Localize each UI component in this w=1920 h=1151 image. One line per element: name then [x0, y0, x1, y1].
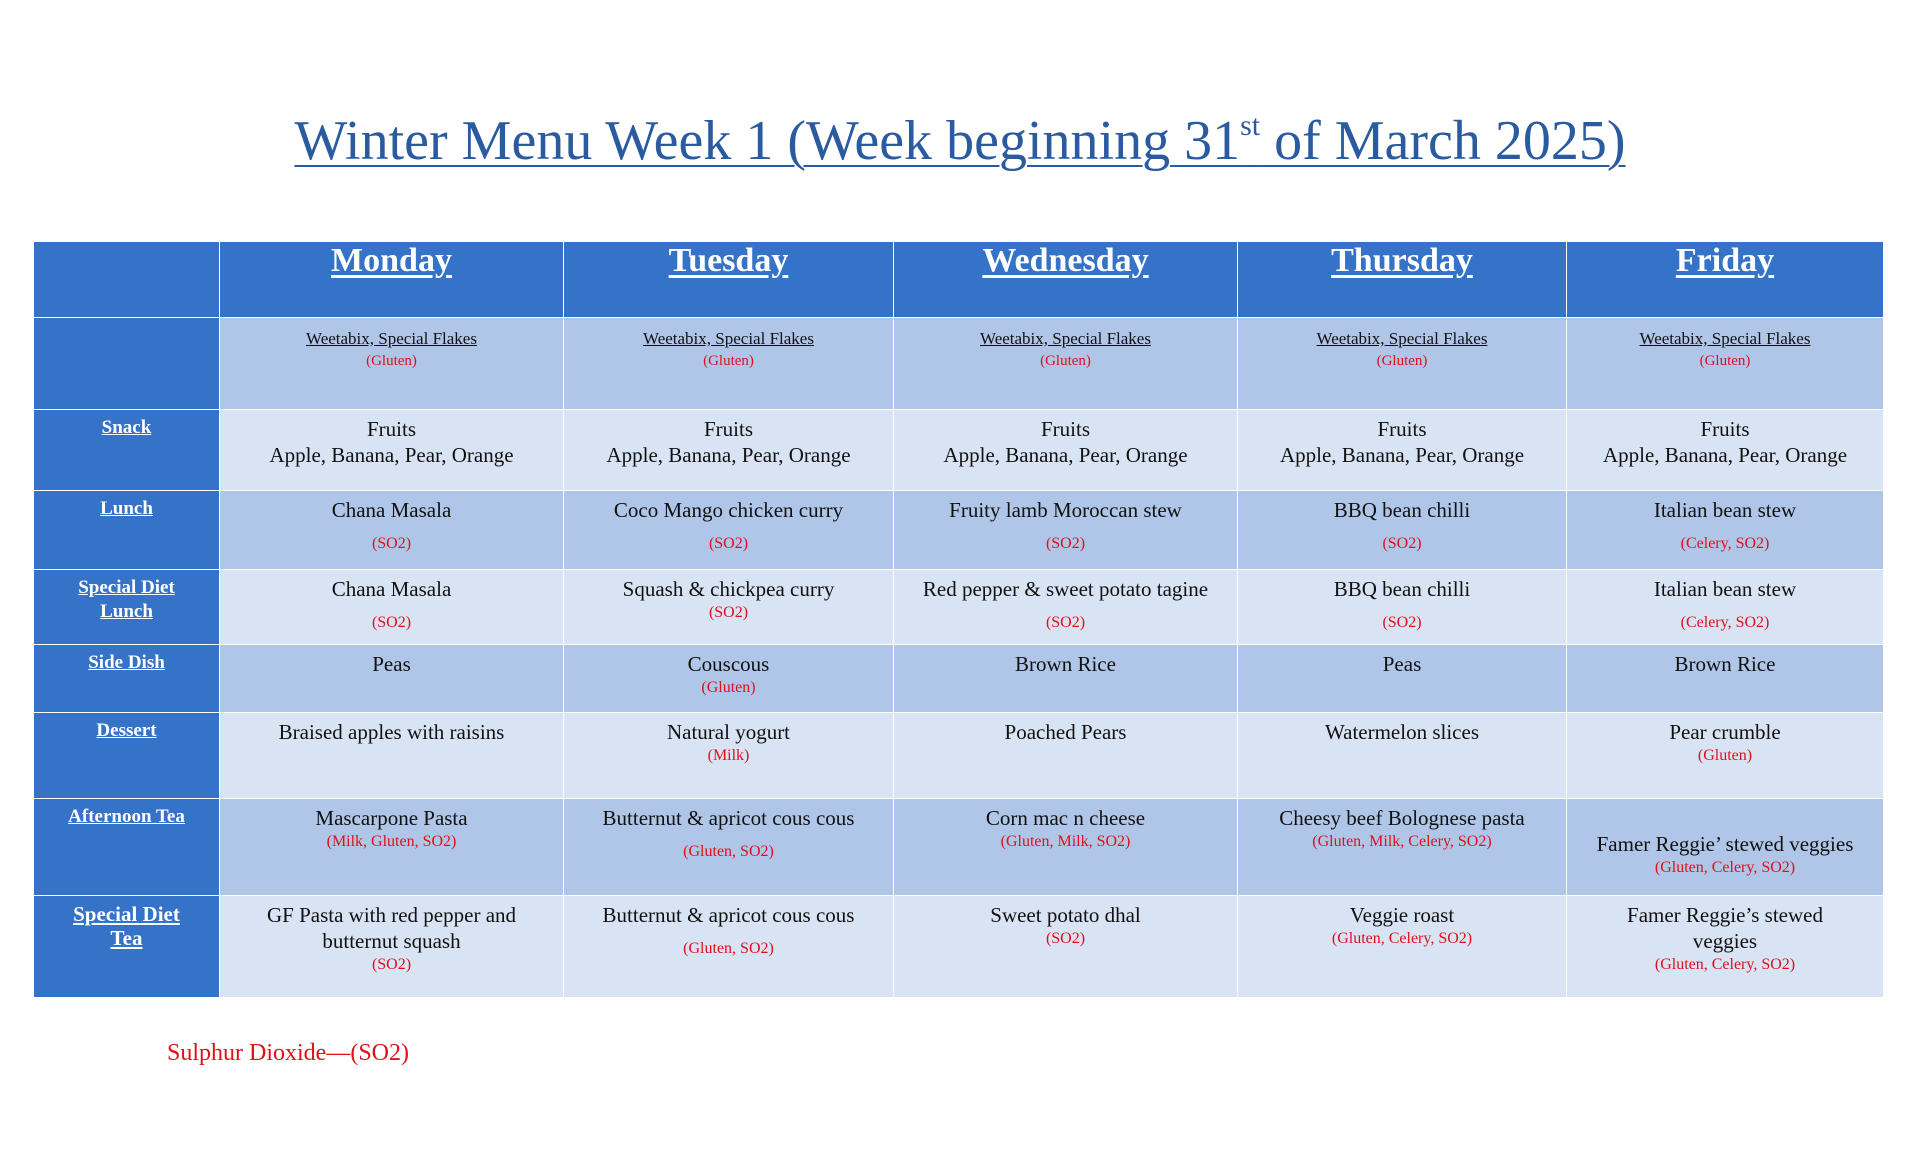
table-row-snack — [34, 410, 1884, 491]
table-cell: Peas — [1238, 645, 1567, 713]
table-cell: Veggie roast (Gluten, Celery, SO2) — [1238, 896, 1567, 998]
page-title: Winter Menu Week 1 (Week beginning 31st of March 2025) — [294, 109, 1626, 172]
table-cell: Fruits Apple, Banana, Pear, Orange — [564, 410, 894, 491]
table-row-lunch — [34, 491, 1884, 570]
corner-cell — [34, 242, 220, 318]
table-cell: Italian bean stew (Celery, SO2) — [1567, 570, 1884, 645]
row-label-lunch: Lunch — [34, 491, 220, 570]
table-cell: Red pepper & sweet potato tagine (SO2) — [894, 570, 1238, 645]
table-row-special-diet-tea — [34, 896, 1884, 998]
table-cell: Weetabix, Special Flakes (Gluten) — [1238, 318, 1567, 410]
header-row — [34, 242, 1884, 318]
row-label-special-diet-lunch: Special Diet Lunch — [34, 570, 220, 645]
table-cell: Squash & chickpea curry (SO2) — [564, 570, 894, 645]
table-cell: Famer Reggie’ stewed veggies (Gluten, Celery, SO2) — [1567, 799, 1884, 896]
table-cell: BBQ bean chilli (SO2) — [1238, 570, 1567, 645]
table-cell: Chana Masala (SO2) — [220, 491, 564, 570]
table-row-afternoon-tea — [34, 799, 1884, 896]
table-cell: GF Pasta with red pepper and butternut squash (SO2) — [220, 896, 564, 998]
table-row-dessert — [34, 713, 1884, 799]
day-header-tuesday: Tuesday — [564, 242, 894, 318]
table-cell: Weetabix, Special Flakes (Gluten) — [1567, 318, 1884, 410]
table-cell: Weetabix, Special Flakes (Gluten) — [564, 318, 894, 410]
table-cell: Weetabix, Special Flakes (Gluten) — [220, 318, 564, 410]
table-cell: Butternut & apricot cous cous (Gluten, SO2) — [564, 799, 894, 896]
table-cell: Chana Masala (SO2) — [220, 570, 564, 645]
table-cell: Poached Pears — [894, 713, 1238, 799]
table-cell: Peas — [220, 645, 564, 713]
table-cell: Fruits Apple, Banana, Pear, Orange — [1567, 410, 1884, 491]
day-header-monday: Monday — [220, 242, 564, 318]
menu-table — [33, 241, 1884, 998]
table-cell: Mascarpone Pasta (Milk, Gluten, SO2) — [220, 799, 564, 896]
table-row-side-dish — [34, 645, 1884, 713]
day-header-thursday: Thursday — [1238, 242, 1567, 318]
table-cell: Butternut & apricot cous cous (Gluten, SO2) — [564, 896, 894, 998]
table-cell: Natural yogurt (Milk) — [564, 713, 894, 799]
table-cell: Fruity lamb Moroccan stew (SO2) — [894, 491, 1238, 570]
table-cell: BBQ bean chilli (SO2) — [1238, 491, 1567, 570]
table-cell: Corn mac n cheese (Gluten, Milk, SO2) — [894, 799, 1238, 896]
table-cell: Braised apples with raisins — [220, 713, 564, 799]
table-cell: Cheesy beef Bolognese pasta (Gluten, Milk, Celery, SO2) — [1238, 799, 1567, 896]
row-label-snack: Snack — [34, 410, 220, 491]
day-header-wednesday: Wednesday — [894, 242, 1238, 318]
table-cell: Italian bean stew (Celery, SO2) — [1567, 491, 1884, 570]
table-cell: Famer Reggie’s stewed veggies (Gluten, Celery, SO2) — [1567, 896, 1884, 998]
row-label-afternoon-tea: Afternoon Tea — [34, 799, 220, 896]
row-label-special-diet-tea: Special Diet Tea — [34, 896, 220, 998]
allergen-legend: Sulphur Dioxide—(SO2) — [167, 1040, 409, 1066]
table-cell: Weetabix, Special Flakes (Gluten) — [894, 318, 1238, 410]
table-row-breakfast — [34, 318, 1884, 410]
table-cell: Fruits Apple, Banana, Pear, Orange — [894, 410, 1238, 491]
table-cell: Fruits Apple, Banana, Pear, Orange — [1238, 410, 1567, 491]
row-label-dessert: Dessert — [34, 713, 220, 799]
table-cell: Sweet potato dhal (SO2) — [894, 896, 1238, 998]
table-cell: Brown Rice — [894, 645, 1238, 713]
table-cell: Coco Mango chicken curry (SO2) — [564, 491, 894, 570]
table-cell: Brown Rice — [1567, 645, 1884, 713]
table-cell: Pear crumble (Gluten) — [1567, 713, 1884, 799]
table-cell: Watermelon slices — [1238, 713, 1567, 799]
table-cell: Couscous (Gluten) — [564, 645, 894, 713]
table-cell: Fruits Apple, Banana, Pear, Orange — [220, 410, 564, 491]
row-label-side-dish: Side Dish — [34, 645, 220, 713]
table-row-special-diet-lunch — [34, 570, 1884, 645]
day-header-friday: Friday — [1567, 242, 1884, 318]
row-label-breakfast — [34, 318, 220, 410]
